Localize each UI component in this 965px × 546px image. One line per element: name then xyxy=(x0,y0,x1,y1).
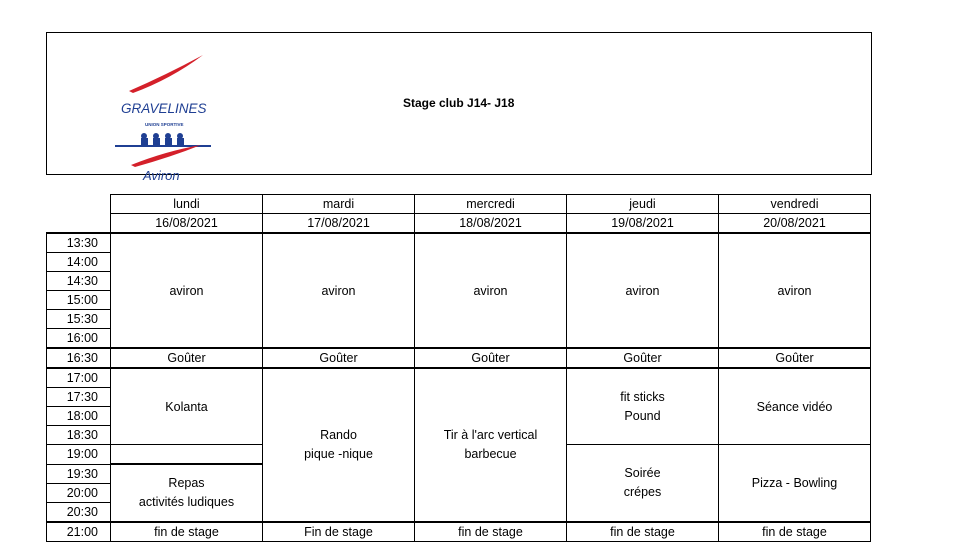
date-vendredi: 20/08/2021 xyxy=(719,214,871,234)
time-label: 19:30 xyxy=(47,464,111,483)
activity-cell: Rando pique -nique xyxy=(263,368,415,522)
time-label: 21:00 xyxy=(47,522,111,542)
time-label: 17:00 xyxy=(47,368,111,388)
time-row xyxy=(47,522,871,542)
empty-cell xyxy=(111,445,263,465)
time-row xyxy=(47,233,871,253)
day-name-lundi: lundi xyxy=(111,195,263,214)
activity-cell: aviron xyxy=(415,233,567,348)
time-label: 19:00 xyxy=(47,445,111,465)
day-name-jeudi: jeudi xyxy=(567,195,719,214)
time-label: 13:30 xyxy=(47,233,111,253)
time-label: 18:00 xyxy=(47,407,111,426)
gravelines-aviron-logo xyxy=(111,49,221,183)
header-box xyxy=(46,32,872,183)
time-label: 20:00 xyxy=(47,483,111,502)
schedule-table xyxy=(46,194,871,542)
activity-cell: fin de stage xyxy=(111,522,263,542)
date-lundi: 16/08/2021 xyxy=(111,214,263,234)
page-title: Stage club J14- J18 xyxy=(403,96,515,110)
svg-text:Aviron: Aviron xyxy=(143,168,180,183)
activity-cell: aviron xyxy=(263,233,415,348)
activity-cell: fin de stage xyxy=(567,522,719,542)
activity-cell: Fin de stage xyxy=(263,522,415,542)
activity-cell: Tir à l'arc vertical barbecue xyxy=(415,368,567,522)
activity-cell: Goûter xyxy=(719,348,871,368)
time-label: 18:30 xyxy=(47,426,111,445)
date-row xyxy=(47,214,871,234)
time-label: 15:30 xyxy=(47,310,111,329)
time-label: 16:30 xyxy=(47,348,111,368)
day-name-vendredi: vendredi xyxy=(719,195,871,214)
time-label: 14:00 xyxy=(47,253,111,272)
activity-cell: aviron xyxy=(719,233,871,348)
time-row xyxy=(47,348,871,368)
svg-text:GRAVELINES: GRAVELINES xyxy=(121,101,207,116)
activity-cell: Goûter xyxy=(415,348,567,368)
activity-cell: aviron xyxy=(111,233,263,348)
activity-cell: Pizza - Bowling xyxy=(719,445,871,522)
activity-cell: Soirée crépes xyxy=(567,445,719,522)
day-name-row xyxy=(47,195,871,214)
activity-cell: fin de stage xyxy=(415,522,567,542)
activity-cell: fit sticks Pound xyxy=(567,368,719,445)
day-name-mardi: mardi xyxy=(263,195,415,214)
time-row xyxy=(47,368,871,388)
date-mardi: 17/08/2021 xyxy=(263,214,415,234)
date-mercredi: 18/08/2021 xyxy=(415,214,567,234)
activity-cell: Kolanta xyxy=(111,368,263,445)
time-label: 17:30 xyxy=(47,388,111,407)
time-label: 15:00 xyxy=(47,291,111,310)
svg-text:UNION SPORTIVE: UNION SPORTIVE xyxy=(145,122,184,127)
activity-cell: aviron xyxy=(567,233,719,348)
date-jeudi: 19/08/2021 xyxy=(567,214,719,234)
activity-cell: Repas activités ludiques xyxy=(111,464,263,522)
time-label: 16:00 xyxy=(47,329,111,349)
activity-cell: Goûter xyxy=(567,348,719,368)
time-label: 14:30 xyxy=(47,272,111,291)
activity-cell: Séance vidéo xyxy=(719,368,871,445)
activity-cell: Goûter xyxy=(111,348,263,368)
day-name-mercredi: mercredi xyxy=(415,195,567,214)
time-label: 20:30 xyxy=(47,502,111,522)
activity-cell: fin de stage xyxy=(719,522,871,542)
activity-cell: Goûter xyxy=(263,348,415,368)
